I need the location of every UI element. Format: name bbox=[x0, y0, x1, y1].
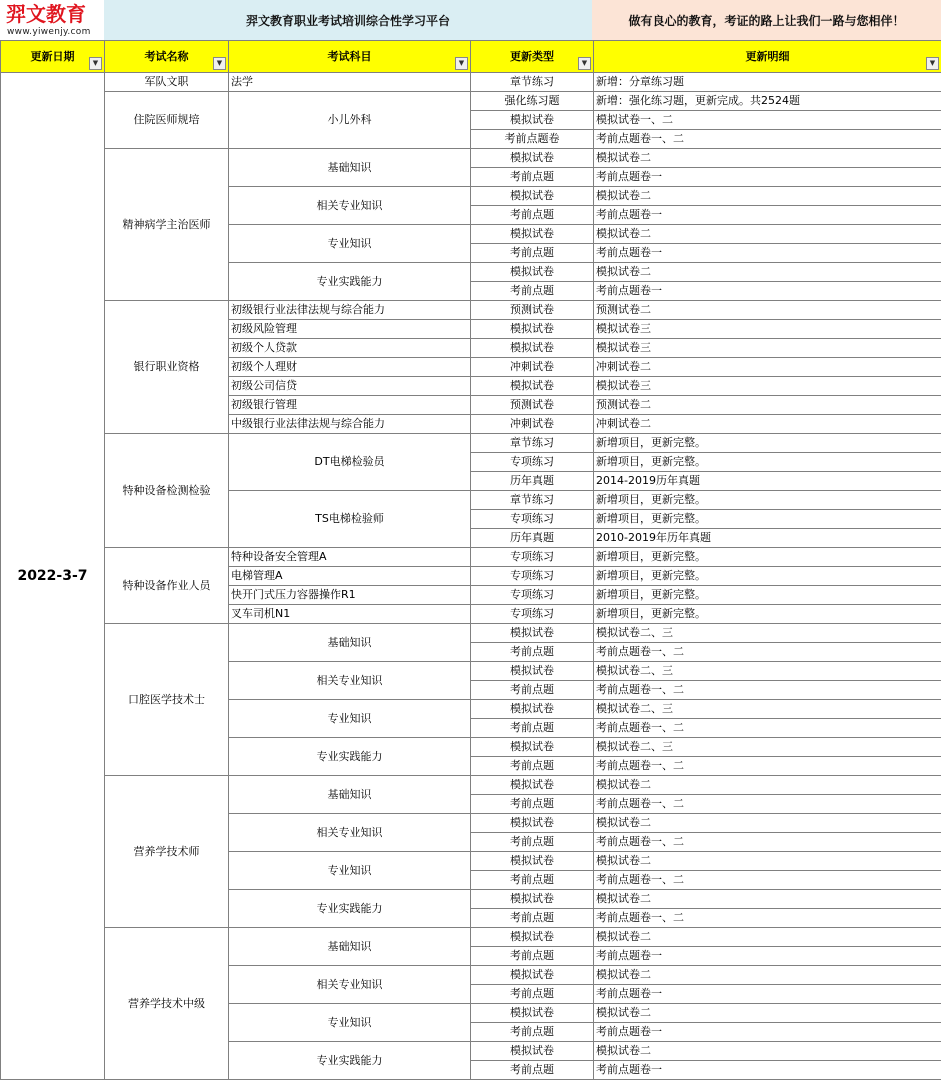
update-type-cell[interactable]: 考前点题 bbox=[471, 206, 594, 225]
table-row bbox=[1, 434, 941, 453]
update-detail-cell[interactable]: 模拟试卷二 bbox=[594, 1042, 941, 1061]
update-detail-cell[interactable]: 新增项目，更新完整。 bbox=[594, 586, 941, 605]
update-type-cell[interactable]: 考前点题 bbox=[471, 795, 594, 814]
subject-cell[interactable]: 叉车司机N1 bbox=[229, 605, 471, 624]
update-type-cell[interactable]: 专项练习 bbox=[471, 548, 594, 567]
subject-cell[interactable]: DT电梯检验员 bbox=[229, 434, 471, 491]
filter-active-icon[interactable]: ▼ bbox=[89, 57, 102, 70]
subject-cell[interactable]: 基础知识 bbox=[229, 776, 471, 814]
subject-cell[interactable]: 快开门式压力容器操作R1 bbox=[229, 586, 471, 605]
table-row bbox=[1, 301, 941, 320]
update-detail-cell[interactable]: 考前点题卷一 bbox=[594, 244, 941, 263]
update-type-cell[interactable]: 考前点题 bbox=[471, 244, 594, 263]
update-type-cell[interactable]: 考前点题 bbox=[471, 719, 594, 738]
subject-cell[interactable]: 专业实践能力 bbox=[229, 1042, 471, 1080]
update-detail-cell[interactable]: 模拟试卷三 bbox=[594, 339, 941, 358]
header-type-label: 更新类型 bbox=[510, 49, 554, 63]
exam-name-cell[interactable]: 特种设备检测检验 bbox=[105, 434, 229, 548]
table-body bbox=[1, 73, 941, 1080]
subject-cell[interactable]: 中级银行业法律法规与综合能力 bbox=[229, 415, 471, 434]
update-type-cell[interactable]: 预测试卷 bbox=[471, 396, 594, 415]
header-row bbox=[1, 41, 941, 73]
subject-cell[interactable]: 专业实践能力 bbox=[229, 890, 471, 928]
update-detail-cell[interactable]: 模拟试卷二 bbox=[594, 966, 941, 985]
update-detail-cell[interactable]: 考前点题卷一、二 bbox=[594, 719, 941, 738]
update-type-cell[interactable]: 模拟试卷 bbox=[471, 1042, 594, 1061]
exam-name-cell[interactable]: 特种设备作业人员 bbox=[105, 548, 229, 624]
update-detail-cell[interactable]: 模拟试卷二 bbox=[594, 263, 941, 282]
update-detail-cell[interactable]: 考前点题卷一 bbox=[594, 985, 941, 1004]
subject-cell[interactable]: 电梯管理A bbox=[229, 567, 471, 586]
update-detail-cell[interactable]: 考前点题卷一、二 bbox=[594, 909, 941, 928]
subject-cell[interactable]: 专业知识 bbox=[229, 700, 471, 738]
update-detail-cell[interactable]: 模拟试卷三 bbox=[594, 320, 941, 339]
update-type-cell[interactable]: 模拟试卷 bbox=[471, 966, 594, 985]
update-type-cell[interactable]: 考前点题 bbox=[471, 1023, 594, 1042]
update-type-cell[interactable]: 考前点题 bbox=[471, 871, 594, 890]
update-detail-cell[interactable]: 模拟试卷二 bbox=[594, 1004, 941, 1023]
update-detail-cell[interactable]: 模拟试卷三 bbox=[594, 377, 941, 396]
subject-cell[interactable]: 初级个人理财 bbox=[229, 358, 471, 377]
subject-cell[interactable]: 初级公司信贷 bbox=[229, 377, 471, 396]
update-detail-cell[interactable]: 冲刺试卷二 bbox=[594, 358, 941, 377]
subject-cell[interactable]: 初级银行管理 bbox=[229, 396, 471, 415]
update-type-cell[interactable]: 模拟试卷 bbox=[471, 852, 594, 871]
logo-text: 羿文教育 bbox=[6, 2, 86, 26]
filter-dropdown-icon[interactable]: ▼ bbox=[578, 57, 591, 70]
update-type-cell[interactable]: 模拟试卷 bbox=[471, 149, 594, 168]
update-detail-cell[interactable]: 模拟试卷二、三 bbox=[594, 700, 941, 719]
exam-name-cell[interactable]: 住院医师规培 bbox=[105, 92, 229, 149]
header-date-label: 更新日期 bbox=[30, 49, 75, 63]
update-type-cell[interactable]: 模拟试卷 bbox=[471, 377, 594, 396]
update-type-cell[interactable]: 考前点题 bbox=[471, 947, 594, 966]
subject-cell[interactable]: 初级个人贷款 bbox=[229, 339, 471, 358]
subject-cell[interactable]: 小儿外科 bbox=[229, 92, 471, 149]
filter-dropdown-icon[interactable]: ▼ bbox=[213, 57, 226, 70]
update-detail-cell[interactable]: 模拟试卷二 bbox=[594, 225, 941, 244]
logo bbox=[0, 0, 104, 40]
subject-cell[interactable]: 初级风险管理 bbox=[229, 320, 471, 339]
update-type-cell[interactable]: 专项练习 bbox=[471, 453, 594, 472]
update-type-cell[interactable]: 历年真题 bbox=[471, 529, 594, 548]
update-detail-cell[interactable]: 预测试卷二 bbox=[594, 396, 941, 415]
update-detail-cell[interactable]: 考前点题卷一 bbox=[594, 1061, 941, 1080]
update-type-cell[interactable]: 模拟试卷 bbox=[471, 187, 594, 206]
update-detail-cell[interactable]: 考前点题卷一、二 bbox=[594, 681, 941, 700]
update-detail-cell[interactable]: 新增项目，更新完整。 bbox=[594, 605, 941, 624]
table-row bbox=[1, 548, 941, 567]
header-type bbox=[471, 41, 594, 73]
update-detail-cell[interactable]: 考前点题卷一、二 bbox=[594, 871, 941, 890]
update-detail-cell[interactable]: 模拟试卷二 bbox=[594, 852, 941, 871]
update-detail-cell[interactable]: 考前点题卷一 bbox=[594, 168, 941, 187]
update-type-cell[interactable]: 考前点题 bbox=[471, 168, 594, 187]
update-type-cell[interactable]: 模拟试卷 bbox=[471, 624, 594, 643]
slogan: 做有良心的教育，考证的路上让我们一路与您相伴！ bbox=[592, 0, 941, 40]
update-detail-cell[interactable]: 新增项目，更新完整。 bbox=[594, 510, 941, 529]
subject-cell[interactable]: 初级银行业法律法规与综合能力 bbox=[229, 301, 471, 320]
update-type-cell[interactable]: 考前点题 bbox=[471, 833, 594, 852]
update-type-cell[interactable]: 模拟试卷 bbox=[471, 890, 594, 909]
subject-cell[interactable]: 专业知识 bbox=[229, 1004, 471, 1042]
update-type-cell[interactable]: 专项练习 bbox=[471, 510, 594, 529]
update-type-cell[interactable]: 模拟试卷 bbox=[471, 700, 594, 719]
update-detail-cell[interactable]: 考前点题卷一、二 bbox=[594, 757, 941, 776]
update-detail-cell[interactable]: 模拟试卷二、三 bbox=[594, 624, 941, 643]
subject-cell[interactable]: 相关专业知识 bbox=[229, 662, 471, 700]
update-type-cell[interactable]: 模拟试卷 bbox=[471, 263, 594, 282]
update-detail-cell[interactable]: 模拟试卷二 bbox=[594, 928, 941, 947]
update-type-cell[interactable]: 专项练习 bbox=[471, 605, 594, 624]
update-detail-cell[interactable]: 新增：分章练习题 bbox=[594, 73, 941, 92]
update-detail-cell[interactable]: 模拟试卷二、三 bbox=[594, 662, 941, 681]
update-detail-cell[interactable]: 模拟试卷二 bbox=[594, 890, 941, 909]
update-type-cell[interactable]: 考前点题 bbox=[471, 757, 594, 776]
table-row bbox=[1, 776, 941, 795]
subject-cell[interactable]: 专业实践能力 bbox=[229, 738, 471, 776]
subject-cell[interactable]: 特种设备安全管理A bbox=[229, 548, 471, 567]
update-type-cell[interactable]: 模拟试卷 bbox=[471, 339, 594, 358]
update-type-cell[interactable]: 章节练习 bbox=[471, 434, 594, 453]
update-detail-cell[interactable]: 新增：强化练习题，更新完成。共2524题 bbox=[594, 92, 941, 111]
update-type-cell[interactable]: 考前点题 bbox=[471, 681, 594, 700]
update-detail-cell[interactable]: 考前点题卷一 bbox=[594, 1023, 941, 1042]
update-detail-cell[interactable]: 考前点题卷一 bbox=[594, 947, 941, 966]
update-detail-cell[interactable]: 2010-2019年历年真题 bbox=[594, 529, 941, 548]
banner bbox=[0, 0, 941, 41]
update-type-cell[interactable]: 模拟试卷 bbox=[471, 662, 594, 681]
header-exam-label: 考试名称 bbox=[144, 49, 189, 63]
subject-cell[interactable]: 相关专业知识 bbox=[229, 187, 471, 225]
update-detail-cell[interactable]: 预测试卷二 bbox=[594, 301, 941, 320]
update-table bbox=[0, 40, 941, 1080]
update-date-cell[interactable]: 2022-3-7 bbox=[1, 73, 105, 1080]
table-row bbox=[1, 73, 941, 92]
subject-cell[interactable]: 专业实践能力 bbox=[229, 263, 471, 301]
subject-cell[interactable]: 法学 bbox=[229, 73, 471, 92]
update-detail-cell[interactable]: 考前点题卷一、二 bbox=[594, 643, 941, 662]
subject-cell[interactable]: 相关专业知识 bbox=[229, 814, 471, 852]
subject-cell[interactable]: 相关专业知识 bbox=[229, 966, 471, 1004]
exam-name-cell[interactable]: 精神病学主治医师 bbox=[105, 149, 229, 301]
update-type-cell[interactable]: 预测试卷 bbox=[471, 301, 594, 320]
update-detail-cell[interactable]: 模拟试卷二、三 bbox=[594, 738, 941, 757]
update-type-cell[interactable]: 考前点题 bbox=[471, 643, 594, 662]
header-detail bbox=[594, 41, 941, 73]
update-type-cell[interactable]: 模拟试卷 bbox=[471, 776, 594, 795]
update-type-cell[interactable]: 模拟试卷 bbox=[471, 814, 594, 833]
update-detail-cell[interactable]: 模拟试卷一、二 bbox=[594, 111, 941, 130]
subject-cell[interactable]: 基础知识 bbox=[229, 624, 471, 662]
update-type-cell[interactable]: 冲刺试卷 bbox=[471, 415, 594, 434]
update-type-cell[interactable]: 考前点题 bbox=[471, 1061, 594, 1080]
subject-cell[interactable]: 专业知识 bbox=[229, 225, 471, 263]
update-type-cell[interactable]: 考前点题 bbox=[471, 282, 594, 301]
update-type-cell[interactable]: 模拟试卷 bbox=[471, 738, 594, 757]
update-type-cell[interactable]: 强化练习题 bbox=[471, 92, 594, 111]
exam-name-cell[interactable]: 军队文职 bbox=[105, 73, 229, 92]
update-detail-cell[interactable]: 新增项目，更新完整。 bbox=[594, 453, 941, 472]
update-type-cell[interactable]: 考前点题 bbox=[471, 985, 594, 1004]
subject-cell[interactable]: 基础知识 bbox=[229, 149, 471, 187]
header-exam bbox=[105, 41, 229, 73]
table-row bbox=[1, 149, 941, 168]
table-row bbox=[1, 928, 941, 947]
update-detail-cell[interactable]: 新增项目，更新完整。 bbox=[594, 434, 941, 453]
update-detail-cell[interactable]: 考前点题卷一、二 bbox=[594, 795, 941, 814]
update-type-cell[interactable]: 考前点题卷 bbox=[471, 130, 594, 149]
update-detail-cell[interactable]: 新增项目，更新完整。 bbox=[594, 548, 941, 567]
update-detail-cell[interactable]: 2014-2019历年真题 bbox=[594, 472, 941, 491]
update-detail-cell[interactable]: 模拟试卷二 bbox=[594, 187, 941, 206]
exam-name-cell[interactable]: 口腔医学技术士 bbox=[105, 624, 229, 776]
exam-name-cell[interactable]: 营养学技术中级 bbox=[105, 928, 229, 1080]
subject-cell[interactable]: TS电梯检验师 bbox=[229, 491, 471, 548]
header-date bbox=[1, 41, 105, 73]
filter-dropdown-icon[interactable]: ▼ bbox=[926, 57, 939, 70]
update-detail-cell[interactable]: 考前点题卷一 bbox=[594, 282, 941, 301]
subject-cell[interactable]: 专业知识 bbox=[229, 852, 471, 890]
header-detail-label: 更新明细 bbox=[745, 49, 790, 63]
update-detail-cell[interactable]: 模拟试卷二 bbox=[594, 776, 941, 795]
platform-title: 羿文教育职业考试培训综合性学习平台 bbox=[104, 0, 592, 40]
update-detail-cell[interactable]: 模拟试卷二 bbox=[594, 814, 941, 833]
filter-dropdown-icon[interactable]: ▼ bbox=[455, 57, 468, 70]
logo-url: www.yiwenjy.com bbox=[7, 27, 91, 37]
update-type-cell[interactable]: 模拟试卷 bbox=[471, 1004, 594, 1023]
update-detail-cell[interactable]: 新增项目，更新完整。 bbox=[594, 491, 941, 510]
update-type-cell[interactable]: 模拟试卷 bbox=[471, 225, 594, 244]
update-detail-cell[interactable]: 考前点题卷一、二 bbox=[594, 833, 941, 852]
update-type-cell[interactable]: 模拟试卷 bbox=[471, 111, 594, 130]
update-type-cell[interactable]: 章节练习 bbox=[471, 73, 594, 92]
update-detail-cell[interactable]: 考前点题卷一 bbox=[594, 206, 941, 225]
update-type-cell[interactable]: 冲刺试卷 bbox=[471, 358, 594, 377]
update-detail-cell[interactable]: 新增项目，更新完整。 bbox=[594, 567, 941, 586]
update-type-cell[interactable]: 模拟试卷 bbox=[471, 928, 594, 947]
table-row bbox=[1, 624, 941, 643]
update-type-cell[interactable]: 考前点题 bbox=[471, 909, 594, 928]
header-subject bbox=[229, 41, 471, 73]
update-type-cell[interactable]: 章节练习 bbox=[471, 491, 594, 510]
exam-name-cell[interactable]: 营养学技术师 bbox=[105, 776, 229, 928]
update-detail-cell[interactable]: 冲刺试卷二 bbox=[594, 415, 941, 434]
update-type-cell[interactable]: 专项练习 bbox=[471, 586, 594, 605]
header-subject-label: 考试科目 bbox=[327, 49, 372, 63]
update-type-cell[interactable]: 专项练习 bbox=[471, 567, 594, 586]
subject-cell[interactable]: 基础知识 bbox=[229, 928, 471, 966]
exam-name-cell[interactable]: 银行职业资格 bbox=[105, 301, 229, 434]
update-detail-cell[interactable]: 模拟试卷二 bbox=[594, 149, 941, 168]
table-row bbox=[1, 92, 941, 111]
update-type-cell[interactable]: 历年真题 bbox=[471, 472, 594, 491]
update-type-cell[interactable]: 模拟试卷 bbox=[471, 320, 594, 339]
update-detail-cell[interactable]: 考前点题卷一、二 bbox=[594, 130, 941, 149]
